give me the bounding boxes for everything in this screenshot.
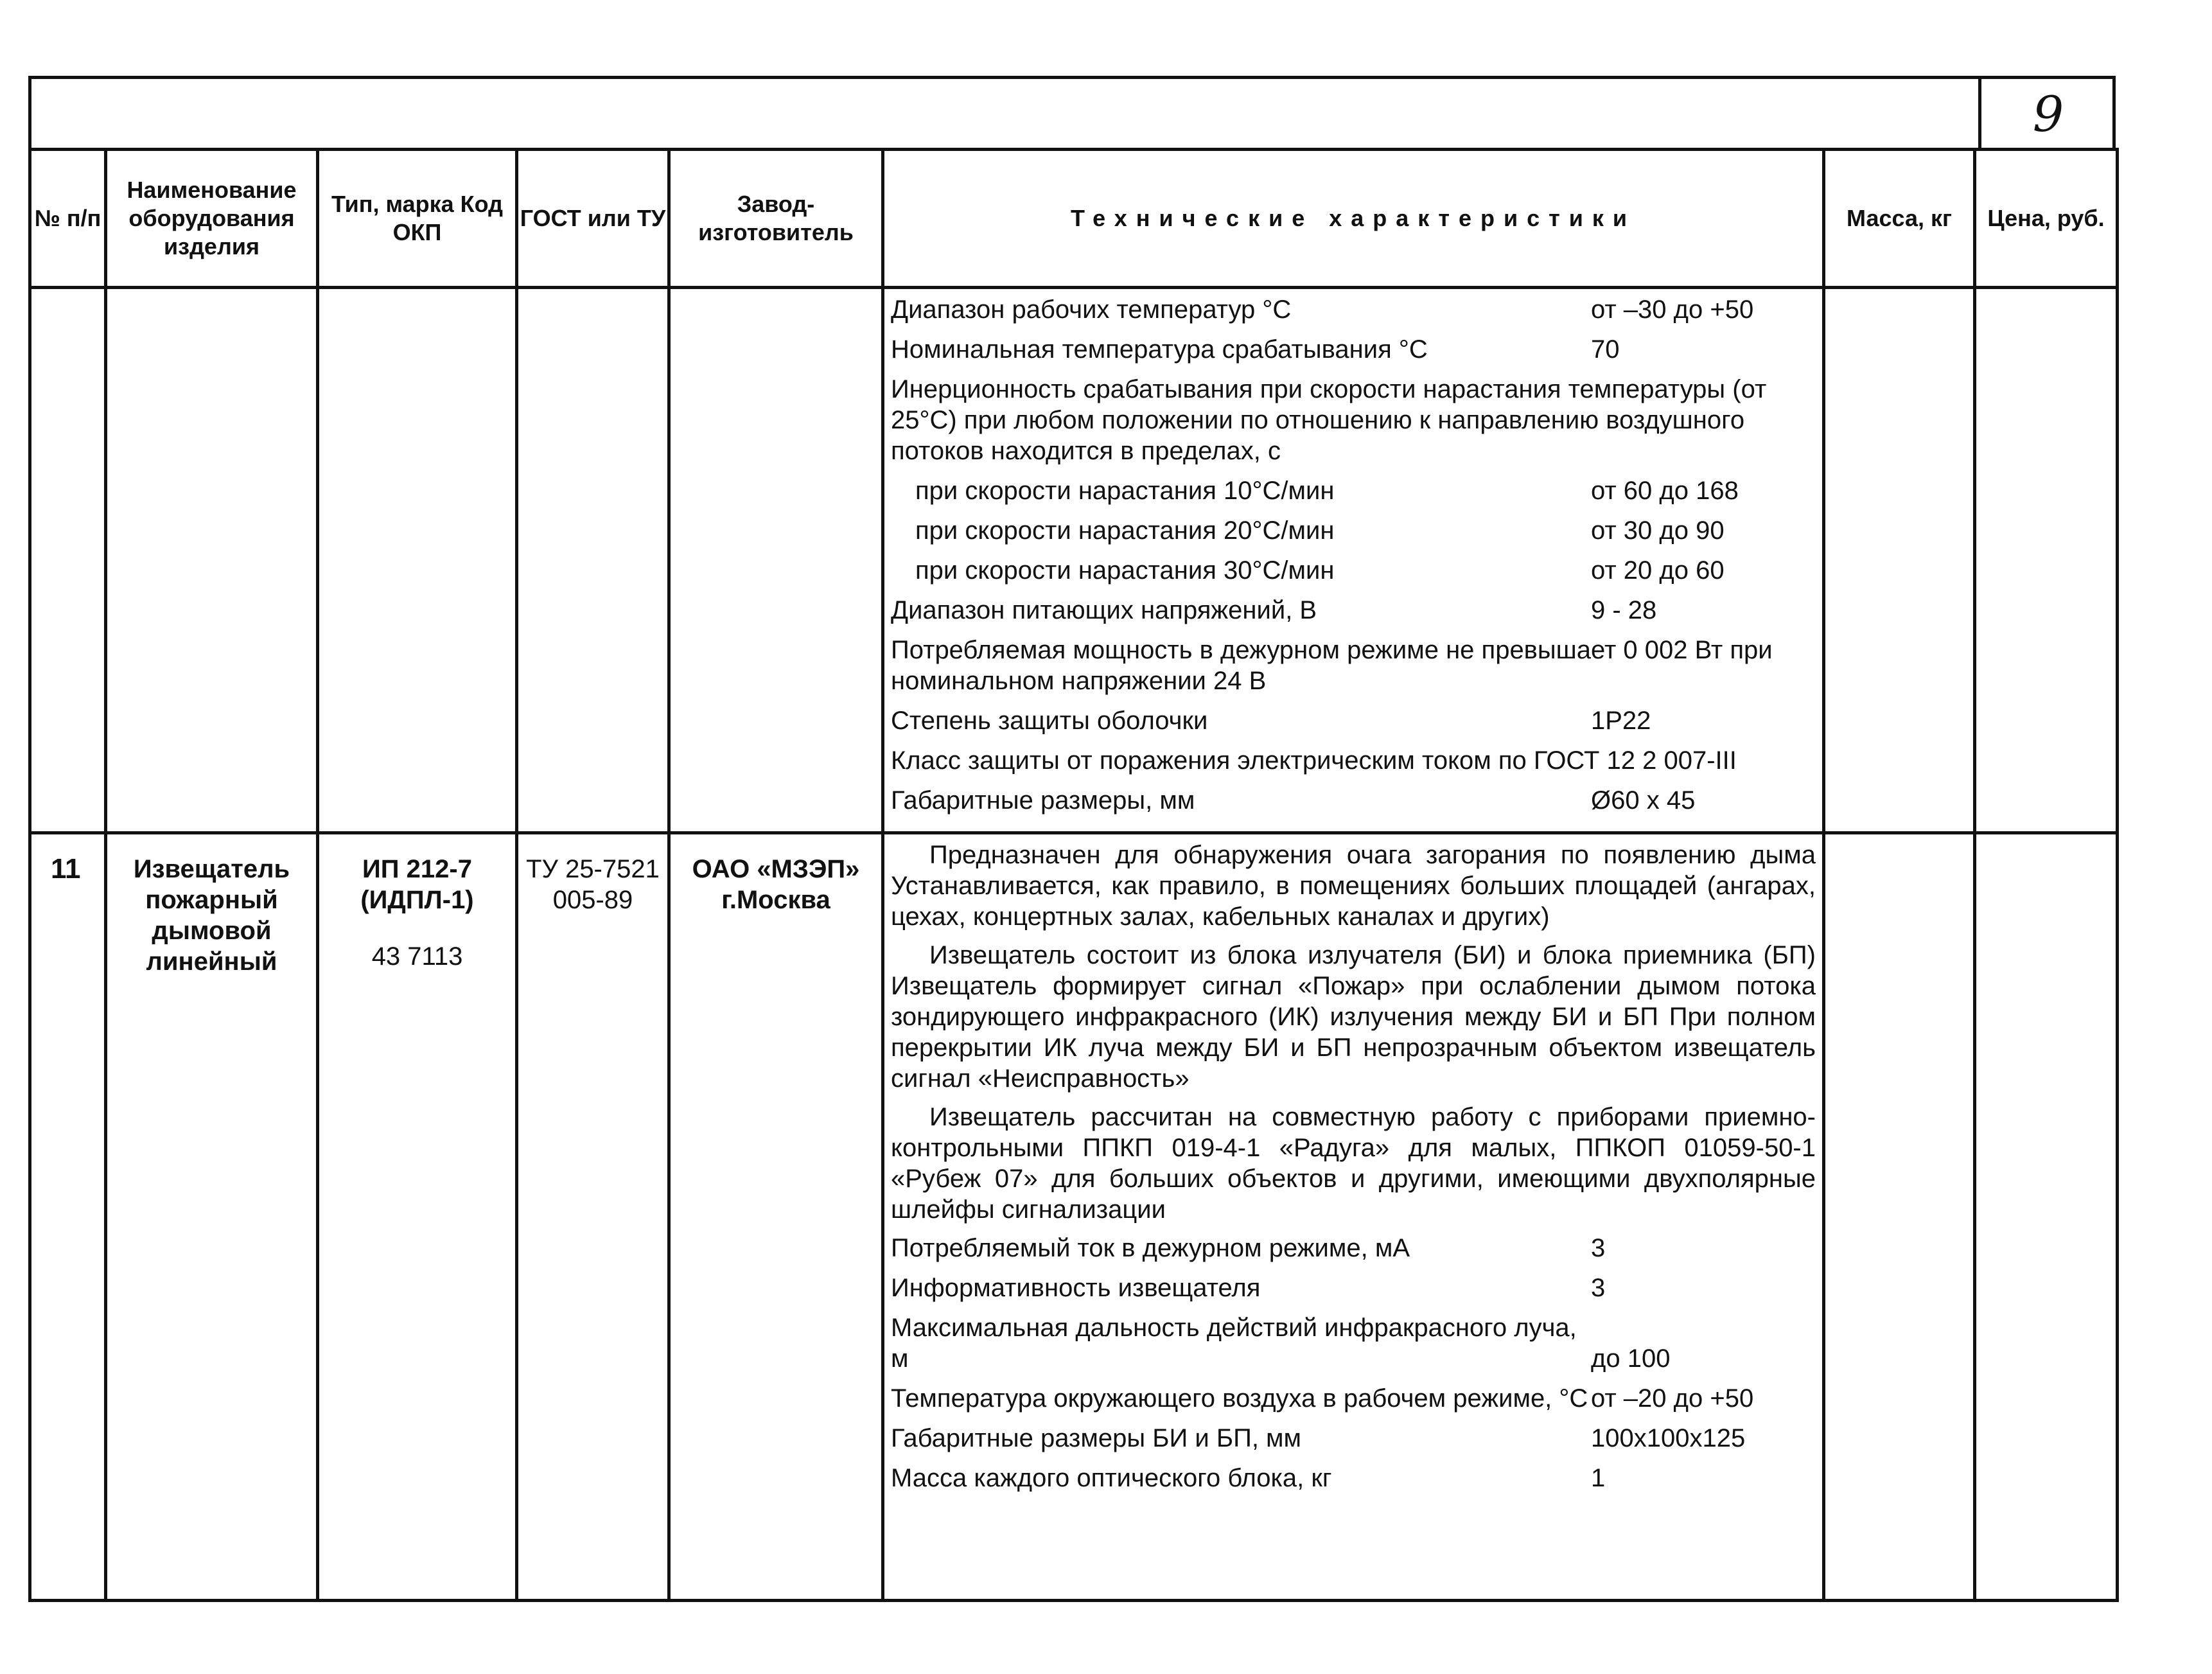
cell-price [1975,833,2118,1601]
spec-value: 1Р22 [1591,707,1651,735]
manufacturer: ОАО «МЗЭП» г.Москва [692,855,860,914]
header-maker: Завод-изготовитель [669,150,883,288]
type-model-alt: (ИДПЛ-1) [360,886,474,914]
spec-label: Габаритные размеры, мм [891,786,1195,815]
spec-label: Потребляемый ток в дежурном режиме, мА [891,1234,1410,1262]
left-border [28,76,31,148]
spec-label: при скорости нарастания 20°С/мин [915,516,1335,545]
table-row-11 [30,833,2118,1601]
cell-gost [517,288,669,833]
spec-value: до 100 [1591,1344,1671,1373]
cell-mass [1824,288,1975,833]
spec-row [891,1312,1816,1374]
spec-value: от –20 до +50 [1591,1384,1754,1413]
okp-code: 43 7113 [371,942,463,971]
cell-type [318,833,517,1601]
spec-row [891,555,1816,586]
equipment-table [28,148,2119,1602]
spec-value: 3 [1591,1234,1606,1262]
inertia-text: Инерционность срабатывания при скорости нарастания температуры (от 25°С) при любом положении по отношению к направлению воздушного потоков находится в пределах, с [891,375,1767,465]
spec-row [891,1383,1816,1414]
header-tech: Технические характеристики [883,150,1824,288]
cell-price [1975,288,2118,833]
cell-num [30,833,106,1601]
spec-label: Масса каждого оптического блока, кг [891,1464,1332,1492]
type-block [319,834,515,972]
cell-maker [669,288,883,833]
cell-maker [669,833,883,1601]
header-mass: Масса, кг [1824,150,1975,288]
spec-label: при скорости нарастания 10°С/мин [915,477,1335,505]
spec-row [891,515,1816,546]
spec-label: Номинальная температура срабатывания °С [891,335,1428,364]
spec-label: Температура окружающего воздуха в рабочем режиме, °С [891,1384,1588,1413]
spec-label: Максимальная дальность действий инфракрасного луча, м [891,1314,1577,1373]
spec-row [891,1273,1816,1303]
spec-row [891,785,1816,816]
spec-value: Ø60 х 45 [1591,786,1696,815]
cell-tech [883,288,1824,833]
spec-value: 3 [1591,1274,1606,1302]
cell-type [318,288,517,833]
header-num: № п/п [30,150,106,288]
spec-value: 1 [1591,1464,1606,1492]
spec-row [891,294,1816,325]
table-row-continued [30,288,2118,833]
spec-row [891,1463,1816,1493]
spec-value: от –30 до +50 [1591,295,1754,324]
description-paragraph: Извещатель рассчитан на совместную работу с приборами приемно-контрольными ППКП 019-4-1 «Радуга» для малых, ППКОП 01059-50-1 «Рубеж 07» для больших объектов и другими, имеющими двухполярные шлейфы сигнализации [891,1103,1816,1224]
cell-name [106,833,318,1601]
top-border [28,76,2116,79]
spec-value: от 60 до 168 [1591,477,1739,505]
spec-label: Габаритные размеры БИ и БП, мм [891,1424,1302,1452]
document-page [28,76,2116,1598]
spec-value: 70 [1591,335,1620,364]
header-type: Тип, марка Код ОКП [318,150,517,288]
equipment-name: Извещатель пожарный дымовой линейный [133,855,290,976]
header-name: Наименование оборудования изделия [106,150,318,288]
spec-value: 100х100х125 [1591,1424,1746,1452]
spec-row [891,334,1816,365]
spec-label: Информативность извещателя [891,1274,1261,1302]
spec-label: при скорости нарастания 30°С/мин [915,556,1335,585]
spec-label: Диапазон рабочих температур °С [891,295,1292,324]
tech-specs-row-11 [884,834,1822,1509]
cell-gost [517,833,669,1601]
header-price: Цена, руб. [1975,150,2118,288]
spec-row [891,1423,1816,1454]
cell-mass [1824,833,1975,1601]
gost-spec: ТУ 25-7521 005-89 [526,855,660,914]
spec-label: Диапазон питающих напряжений, В [891,596,1317,624]
power-text: Потребляемая мощность в дежурном режиме не превышает 0 002 Вт при номинальном напряжении 24 В [891,636,1773,695]
spec-label: Степень защиты оболочки [891,707,1208,735]
description-paragraph: Извещатель состоит из блока излучателя (БИ) и блока приемника (БП) Извещатель формирует сигнал «Пожар» при ослаблении дымом потока зондирующего инфракрасного (ИК) излучения между БИ и БП При полном перекрытии ИК луча между БИ и БП непрозрачным объектом извещатель сигнал «Неисправность» [891,941,1816,1093]
description-paragraph: Предназначен для обнаружения очага загорания по появлению дыма Устанавливается, как правило, в помещениях больших площадей (ангарах, цехах, концертных залах, кабельных каналах и других) [891,841,1816,931]
class-text: Класс защиты от поражения электрическим током по ГОСТ 12 2 007-III [891,746,1737,775]
spec-row [891,595,1816,626]
spec-row [891,705,1816,736]
spec-row [891,1233,1816,1264]
spec-row [891,475,1816,506]
spec-value: от 30 до 90 [1591,516,1725,545]
spec-value: от 20 до 60 [1591,556,1725,585]
cell-name [106,288,318,833]
tech-specs-continued [884,289,1822,831]
cell-num [30,288,106,833]
cell-tech [883,833,1824,1601]
row-number: 11 [51,853,81,885]
spec-value: 9 - 28 [1591,596,1657,624]
type-model: ИП 212-7 [362,855,472,883]
header-row [30,150,2118,288]
page-number: 9 [2032,85,2064,143]
header-gost: ГОСТ или ТУ [517,150,669,288]
